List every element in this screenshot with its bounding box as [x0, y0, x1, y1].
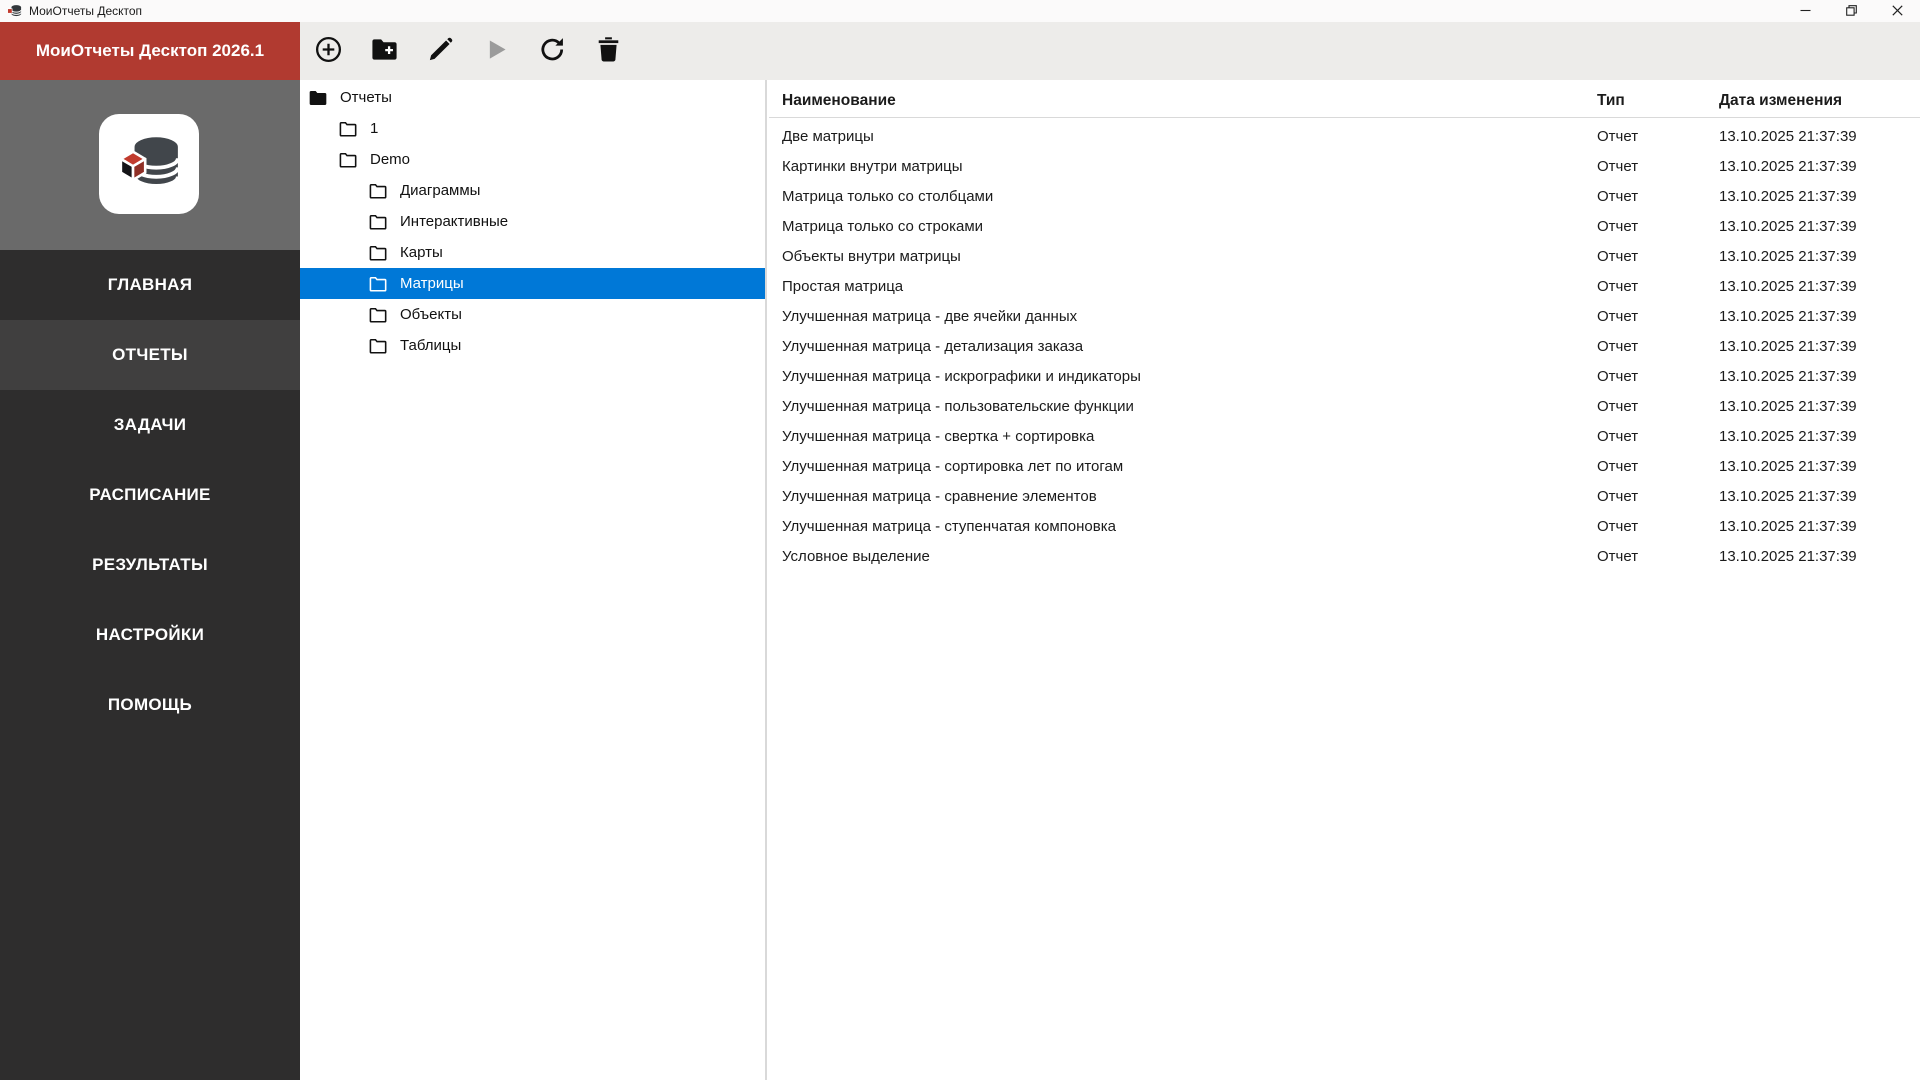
report-modified-date: 13.10.2025 21:37:39 [1719, 517, 1857, 535]
report-type: Отчет [1597, 157, 1639, 175]
report-type: Отчет [1597, 187, 1639, 205]
restore-button[interactable] [1828, 0, 1874, 22]
tree-item-Интерактивные[interactable] [300, 206, 765, 237]
edit-icon [426, 35, 455, 67]
sidebar-item-tasks[interactable] [0, 390, 300, 460]
database-logo-icon [111, 124, 187, 205]
table-row[interactable] [769, 301, 1920, 331]
folder-icon [368, 336, 388, 356]
report-name: Картинки внутри матрицы [782, 157, 963, 175]
report-type: Отчет [1597, 247, 1639, 265]
close-icon [1892, 4, 1903, 19]
report-name: Улучшенная матрица - свертка + сортировка [782, 427, 1095, 445]
report-modified-date: 13.10.2025 21:37:39 [1719, 367, 1857, 385]
report-type: Отчет [1597, 277, 1639, 295]
report-modified-date: 13.10.2025 21:37:39 [1719, 247, 1857, 265]
window-controls [1782, 0, 1920, 22]
report-name: Улучшенная матрица - сравнение элементов [782, 487, 1097, 505]
report-modified-date: 13.10.2025 21:37:39 [1719, 277, 1857, 295]
table-row[interactable] [769, 121, 1920, 151]
edit-button[interactable] [420, 29, 460, 73]
report-name: Две матрицы [782, 127, 874, 145]
folder-filled-icon [308, 88, 328, 108]
tree-item-Карты[interactable] [300, 237, 765, 268]
tree-item-label: Карты [400, 244, 443, 261]
report-type: Отчет [1597, 517, 1639, 535]
report-type: Отчет [1597, 397, 1639, 415]
sidebar-item-label: РЕЗУЛЬТАТЫ [92, 555, 208, 574]
report-modified-date: 13.10.2025 21:37:39 [1719, 127, 1857, 145]
report-name: Улучшенная матрица - детализация заказа [782, 337, 1084, 355]
tree-item-Demo[interactable] [300, 144, 765, 175]
report-type: Отчет [1597, 457, 1639, 475]
add-folder-button[interactable] [364, 29, 404, 73]
sidebar-item-label: ПОМОЩЬ [107, 695, 193, 714]
column-header-name[interactable]: Наименование [782, 91, 896, 109]
report-modified-date: 13.10.2025 21:37:39 [1719, 487, 1857, 505]
folder-icon [368, 305, 388, 325]
table-row[interactable] [769, 481, 1920, 511]
sidebar-nav [0, 250, 300, 1080]
tree-item-Таблицы[interactable] [300, 330, 765, 361]
report-modified-date: 13.10.2025 21:37:39 [1719, 187, 1857, 205]
add-button[interactable] [308, 29, 348, 73]
table-row[interactable] [769, 421, 1920, 451]
refresh-button[interactable] [532, 29, 572, 73]
tree-item-Отчеты[interactable] [300, 82, 765, 113]
add-icon [314, 35, 343, 67]
sidebar-item-label: РАСПИСАНИЕ [89, 485, 211, 504]
tree-item-label: Интерактивные [400, 213, 509, 230]
app-logo-icon [7, 3, 23, 19]
table-row[interactable] [769, 241, 1920, 271]
sidebar-item-home[interactable] [0, 250, 300, 320]
report-name: Улучшенная матрица - сортировка лет по итогам [782, 457, 1124, 475]
sidebar-item-reports[interactable] [0, 320, 300, 390]
table-row[interactable] [769, 511, 1920, 541]
report-type: Отчет [1597, 427, 1639, 445]
refresh-icon [538, 35, 567, 67]
table-row[interactable] [769, 331, 1920, 361]
report-name: Объекты внутри матрицы [782, 247, 961, 265]
titlebar[interactable] [0, 0, 1920, 22]
tree-item-label: Объекты [400, 306, 462, 323]
column-header-modified[interactable]: Дата изменения [1719, 91, 1843, 109]
sidebar-item-settings[interactable] [0, 600, 300, 670]
report-name: Улучшенная матрица - искрографики и индикаторы [782, 367, 1141, 385]
tree-item-label: Demo [370, 151, 411, 168]
tree-item-label: Таблицы [400, 337, 462, 354]
report-type: Отчет [1597, 547, 1639, 565]
folder-icon [368, 274, 388, 294]
run-icon [482, 35, 511, 67]
folder-icon [338, 119, 358, 139]
report-name: Матрица только со строками [782, 217, 984, 235]
report-name: Улучшенная матрица - пользовательские функции [782, 397, 1134, 415]
report-type: Отчет [1597, 307, 1639, 325]
report-modified-date: 13.10.2025 21:37:39 [1719, 157, 1857, 175]
report-type: Отчет [1597, 367, 1639, 385]
sidebar-logo-area [0, 80, 300, 250]
delete-icon [594, 35, 623, 67]
tree-item-Диаграммы[interactable] [300, 175, 765, 206]
sidebar-item-label: ОТЧЕТЫ [112, 345, 188, 364]
report-modified-date: 13.10.2025 21:37:39 [1719, 547, 1857, 565]
table-body [769, 118, 1920, 571]
tree-item-label: 1 [370, 120, 379, 137]
tree-item-label: Диаграммы [400, 182, 481, 199]
sidebar-item-label: ГЛАВНАЯ [107, 275, 193, 294]
report-modified-date: 13.10.2025 21:37:39 [1719, 397, 1857, 415]
report-name: Улучшенная матрица - ступенчатая компоновка [782, 517, 1116, 535]
sidebar-item-label: ЗАДАЧИ [113, 415, 187, 434]
window-title: МоиОтчеты Десктоп [29, 4, 143, 18]
folder-icon [368, 212, 388, 232]
report-modified-date: 13.10.2025 21:37:39 [1719, 307, 1857, 325]
table-row[interactable] [769, 151, 1920, 181]
sidebar-item-help[interactable] [0, 670, 300, 740]
app-version-header [0, 22, 300, 80]
report-type: Отчет [1597, 337, 1639, 355]
tree-item-1[interactable] [300, 113, 765, 144]
table-row[interactable] [769, 211, 1920, 241]
tree-item-Объекты[interactable] [300, 299, 765, 330]
sidebar-item-label: НАСТРОЙКИ [95, 625, 205, 644]
sidebar-item-results[interactable] [0, 530, 300, 600]
tree-item-Матрицы[interactable] [300, 268, 765, 299]
toolbar [300, 22, 1920, 80]
app-version-label: МоиОтчеты Десктоп 2026.1 [35, 41, 265, 60]
restore-icon [1846, 4, 1857, 19]
minimize-icon [1800, 4, 1811, 19]
report-modified-date: 13.10.2025 21:37:39 [1719, 427, 1857, 445]
sidebar-item-schedule[interactable] [0, 460, 300, 530]
tree-item-label: Отчеты [340, 89, 392, 106]
add-folder-icon [370, 35, 399, 67]
table-row[interactable] [769, 181, 1920, 211]
table-header [769, 80, 1920, 118]
report-type: Отчет [1597, 487, 1639, 505]
table-row[interactable] [769, 271, 1920, 301]
table-row[interactable] [769, 541, 1920, 571]
report-name: Матрица только со столбцами [782, 187, 994, 205]
report-name: Простая матрица [782, 277, 904, 295]
folder-tree [300, 80, 767, 1080]
report-modified-date: 13.10.2025 21:37:39 [1719, 337, 1857, 355]
column-header-type[interactable]: Тип [1597, 91, 1625, 109]
close-button[interactable] [1874, 0, 1920, 22]
app-logo [99, 114, 199, 214]
delete-button[interactable] [588, 29, 628, 73]
report-type: Отчет [1597, 217, 1639, 235]
report-name: Условное выделение [782, 547, 930, 565]
table-row[interactable] [769, 451, 1920, 481]
run-button[interactable] [476, 29, 516, 73]
folder-icon [368, 243, 388, 263]
reports-table [769, 80, 1920, 1080]
report-modified-date: 13.10.2025 21:37:39 [1719, 457, 1857, 475]
report-modified-date: 13.10.2025 21:37:39 [1719, 217, 1857, 235]
tree-item-label: Матрицы [400, 275, 464, 292]
report-type: Отчет [1597, 127, 1639, 145]
folder-icon [368, 181, 388, 201]
minimize-button[interactable] [1782, 0, 1828, 22]
report-name: Улучшенная матрица - две ячейки данных [782, 307, 1078, 325]
table-row[interactable] [769, 361, 1920, 391]
folder-icon [338, 150, 358, 170]
table-row[interactable] [769, 391, 1920, 421]
